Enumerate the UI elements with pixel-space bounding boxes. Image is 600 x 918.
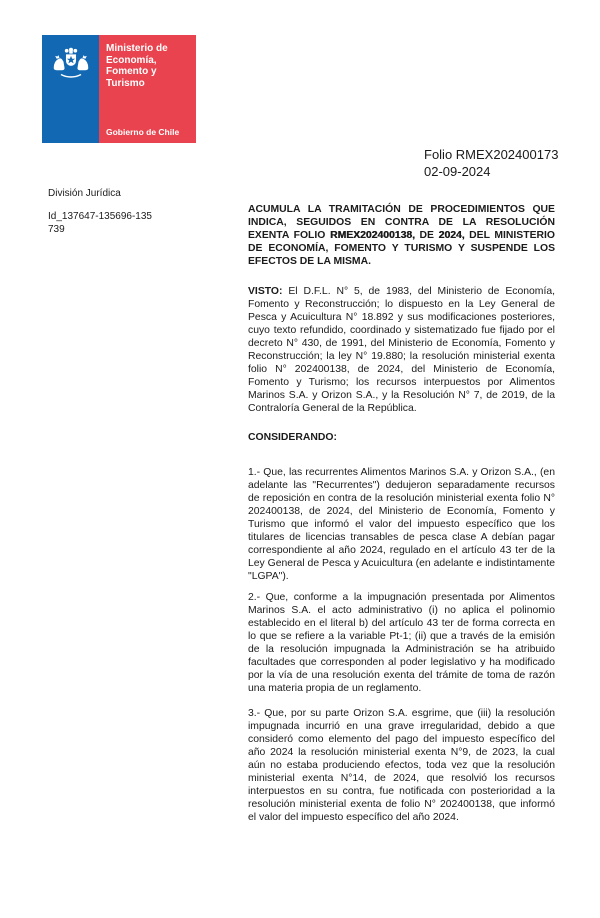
folio-number: Folio RMEX202400173 (424, 147, 559, 162)
folio-date: 02-09-2024 (424, 164, 491, 179)
chile-coat-of-arms-icon (48, 47, 94, 79)
considerando-paragraph-3: 3.- Que, por su parte Orizon S.A. esgrime, que (iii) la resolución impugnada incurrió en una grave irregularidad, debido a que consideró como elemento del pago del impuesto específico del año 2024 la resolución ministerial exenta N°9, de 2023, la cual aún no estaba produciendo efectos, toda vez que la resolución ministerial exenta N°14, de 2024, que resolvió los recursos interpuestos en su contra, fue notificada con posterioridad a la resolución ministerial exenta de folio N° 202400138, que informó el valor del impuesto específico del año 2024. (248, 708, 555, 823)
considerando-heading: CONSIDERANDO: (248, 432, 337, 443)
logo-red-panel (99, 35, 196, 143)
visto-label: VISTO: (248, 286, 283, 297)
folio-header (424, 146, 558, 180)
visto-paragraph (248, 285, 555, 415)
title-year: 2024, (438, 230, 465, 241)
resolution-body (248, 203, 555, 833)
division-label: División Jurídica (48, 188, 121, 199)
title-text-post: DEL MINISTERIO DE ECONOMÍA, FOMENTO Y TURISMO Y SUSPENDE LOS EFECTOS DE LA MISMA. (248, 230, 555, 267)
ministry-logo (42, 35, 196, 143)
ministry-name: Ministerio de Economía, Fomento y Turismo (106, 43, 168, 89)
government-of-chile-label: Gobierno de Chile (106, 127, 180, 137)
logo-blue-panel (42, 35, 99, 143)
resolution-title (248, 203, 555, 268)
considerando-paragraph-2: 2.- Que, conforme a la impugnación presentada por Alimentos Marinos S.A. el acto administrativo (i) no aplica el polinomio establecido en el literal b) del artículo 43 ter de forma correcta en lo que se refiere a la variable Pt-1; (ii) que a través de la emisión de la resolución impugnada la Administración se ha atribuido facultades que corresponden al poder legislativo y ha modificado por la vía de una resolución exenta del trámite de toma de razón una materia propia de un reglamento. (248, 592, 555, 694)
visto-text: El D.F.L. N° 5, de 1983, del Ministerio de Economía, Fomento y Reconstrucción; lo dispuesto en la Ley General de Pesca y Acuicultura N° 18.892 y sus modificaciones posteriores, cuyo texto refundido, coordinado y sistematizado fue fijado por el decreto N° 430, de 1991, del Ministerio de Economía, Fomento y Reconstrucción; la ley N° 19.880; la resolución ministerial exenta folio N° 202400138, de 2024, del Ministerio de Economía, Fomento y Turismo; los recursos interpuestos por Alimentos Marinos S.A. y Orizon S.A., y la Resolución N° 7, de 2019, de la Contraloría General de la República. (248, 286, 555, 414)
title-folio-ref: RMEX202400138, (329, 230, 415, 241)
considerando-paragraph-1: 1.- Que, las recurrentes Alimentos Marinos S.A. y Orizon S.A., (en adelante las "Recurrentes") dedujeron separadamente recursos de reposición en contra de la resolución ministerial exenta folio N° 202400138, de 2024, del Ministerio de Economía, Fomento y Turismo que informó el valor del impuesto específico que los titulares de licencias transables de pesca clase A debían pagar correspondiente al año 2024, regulado en el artículo 43 ter de la Ley General de Pesca y Acuicultura (en adelante e indistintamente "LGPA"). (248, 467, 555, 582)
title-text-mid: DE (414, 230, 439, 241)
title-text-pre: ACUMULA LA TRAMITACIÓN DE PROCEDIMIENTOS QUE INDICA, SEGUIDOS EN CONTRA DE LA RESOLUCIÓN EXENTA FOLIO (248, 204, 555, 241)
document-id: Id_137647-135696-135739 (48, 211, 152, 235)
